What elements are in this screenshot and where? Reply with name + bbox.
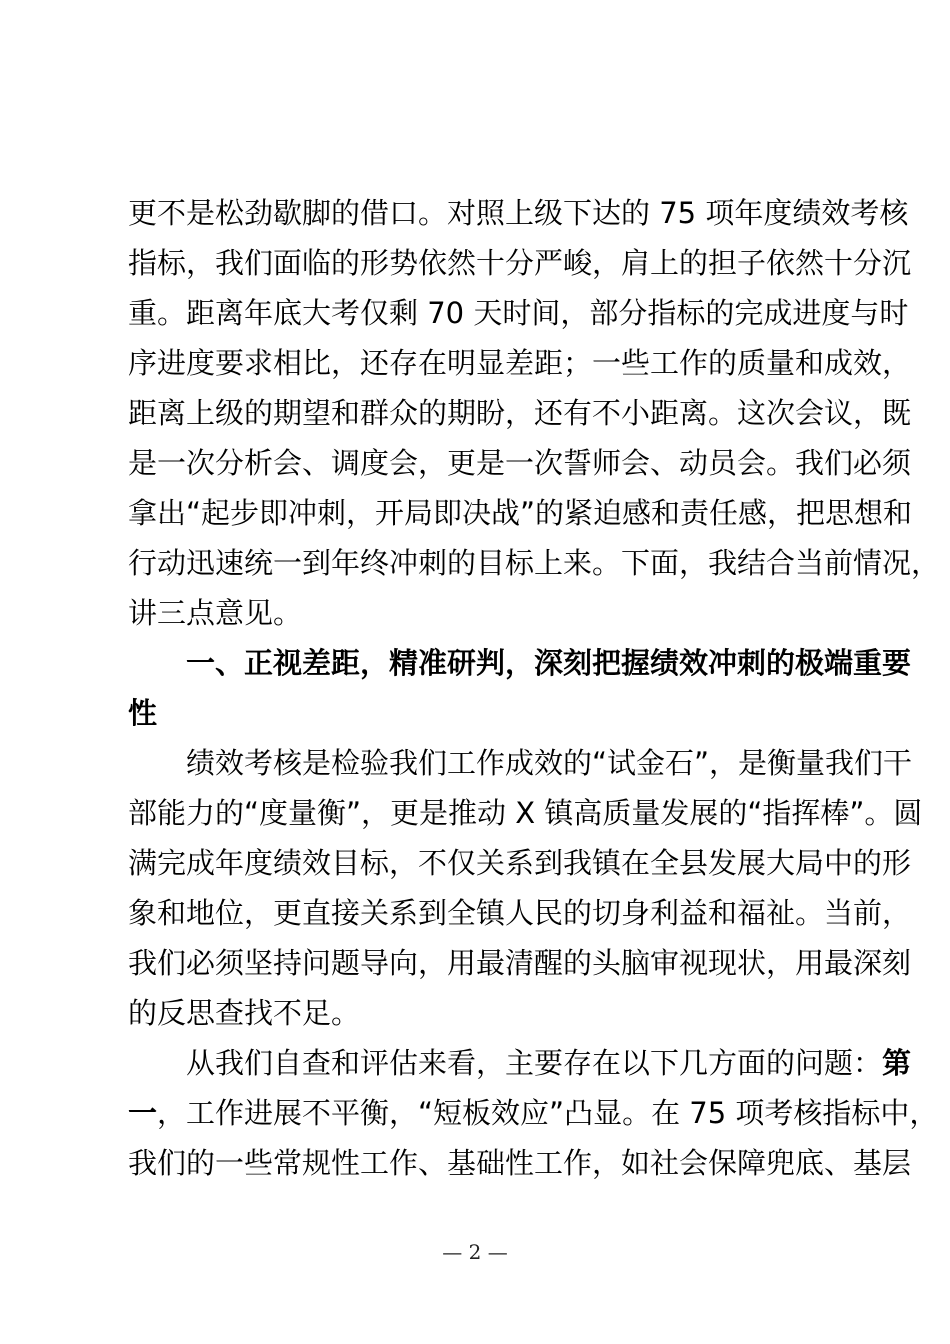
text-run: 指标，我们面临的形势依然十分严峻，肩上的担子依然十分沉 (128, 246, 912, 280)
text-line (128, 438, 912, 488)
text-line (128, 838, 912, 888)
text-line (128, 488, 913, 538)
text-run: 序进度要求相比，还存在明显差距；一些工作的质量和成效， (128, 346, 912, 380)
text-run: 从我们自查和评估来看，主要存在以下几方面的问题： (186, 1046, 883, 1080)
text-line (128, 888, 912, 938)
text-run: 象和地位，更直接关系到全镇人民的切身利益和福祉。当前， (128, 896, 912, 930)
text-run: 我们的一些常规性工作、基础性工作，如社会保障兜底、基层 (128, 1146, 912, 1180)
text-line (128, 588, 822, 638)
text-run: 是一次分析会、调度会，更是一次誓师会、动员会。我们必须 (128, 446, 912, 480)
text-run: 讲三点意见。 (128, 596, 303, 630)
paragraph (128, 188, 941, 638)
paragraph (128, 1038, 939, 1188)
text-line (128, 188, 909, 238)
text-line (128, 288, 909, 338)
text-run: 行动迅速统一到年终冲刺的目标上来。下面，我结合当前情况， (128, 546, 941, 580)
page-number: — 2 — (442, 1240, 508, 1264)
section-heading (128, 638, 912, 738)
text-run: 部能力的“度量衡”，更是推动 X 镇高质量发展的“指挥棒”。圆 (128, 796, 923, 830)
text-line (128, 638, 912, 688)
text-line (128, 238, 912, 288)
text-line (128, 538, 941, 588)
text-run: 重。距离年底大考仅剩 70 天时间，部分指标的完成进度与时 (128, 296, 909, 330)
bold-text: 一 (128, 1096, 158, 1130)
text-run: 拿出“起步即冲刺，开局即决战”的紧迫感和责任感，把思想和 (128, 496, 913, 530)
text-line (128, 1038, 912, 1088)
text-run: 满完成年度绩效目标，不仅关系到我镇在全县发展大局中的形 (128, 846, 912, 880)
text-run: 距离上级的期望和群众的期盼，还有不小距离。这次会议，既 (128, 396, 912, 430)
text-run: ，工作进展不平衡，“短板效应”凸显。在 75 项考核指标中， (157, 1096, 939, 1130)
text-line (128, 1088, 939, 1138)
text-line (128, 688, 822, 738)
text-run: 我们必须坚持问题导向，用最清醒的头脑审视现状，用最深刻 (128, 946, 912, 980)
text-line (128, 988, 822, 1038)
bold-text: 性 (128, 696, 158, 730)
bold-text: 第 (882, 1046, 912, 1080)
text-line (128, 338, 912, 388)
text-line (128, 738, 913, 788)
text-line (128, 388, 912, 438)
text-line (128, 788, 923, 838)
document-body (128, 188, 941, 1188)
text-run: 更不是松劲歇脚的借口。对照上级下达的 75 项年度绩效考核 (128, 196, 909, 230)
text-line (128, 938, 912, 988)
text-run: 绩效考核是检验我们工作成效的“试金石”，是衡量我们干 (186, 746, 913, 780)
text-line (128, 1138, 912, 1188)
bold-text: 一、正视差距，精准研判，深刻把握绩效冲刺的极端重要 (186, 646, 912, 680)
paragraph (128, 738, 923, 1038)
text-run: 的反思查找不足。 (128, 996, 361, 1030)
